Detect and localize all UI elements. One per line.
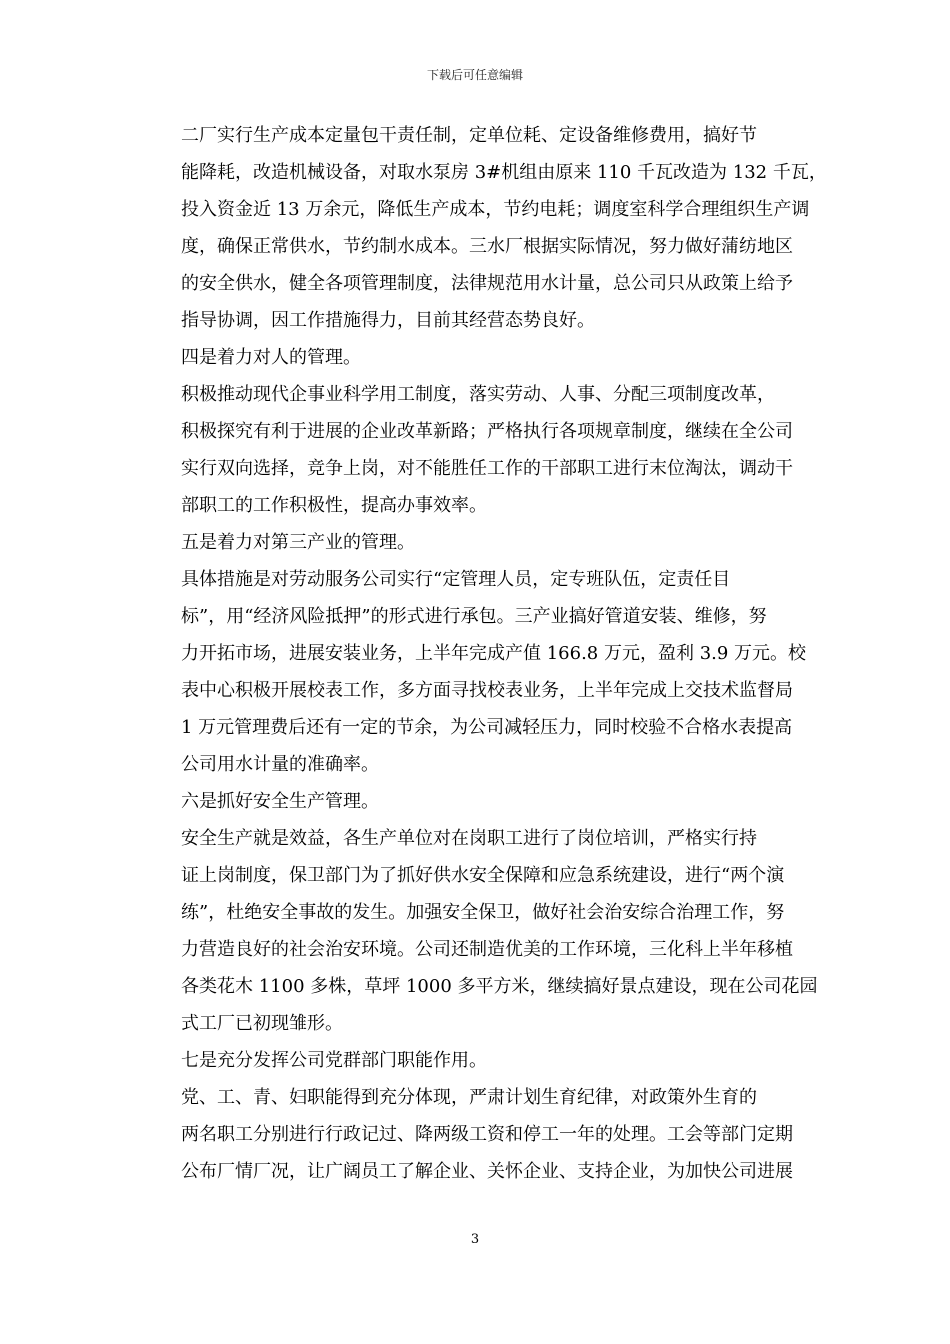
document-body <box>145 117 827 1190</box>
text-line: 力开拓市场，进展安装业务，上半年完成产值 166.8 万元，盈利 3.9 万元。校 <box>181 643 807 664</box>
text-line: 实行双向选择，竞争上岗，对不能胜任工作的干部职工进行末位淘汰，调动干 <box>181 458 793 479</box>
text-line: 各类花木 1100 多株，草坪 1000 多平方米，继续搞好景点建设，现在公司花园 <box>181 976 818 997</box>
paragraph-people-management <box>145 376 807 524</box>
text-line: 练”，杜绝安全事故的发生。加强安全保卫，做好社会治安综合治理工作，努 <box>181 902 785 923</box>
text-line: 投入资金近 13 万余元，降低生产成本，节约电耗；调度室科学合理组织生产调 <box>181 199 810 220</box>
section-heading-people-management <box>145 339 807 376</box>
text-line: 七是充分发挥公司党群部门职能作用。 <box>181 1050 487 1071</box>
text-line: 度，确保正常供水，节约制水成本。三水厂根据实际情况，努力做好蒲纺地区 <box>181 236 793 257</box>
paragraph-safety <box>145 820 818 1042</box>
text-line: 式工厂已初现雏形。 <box>181 1013 343 1034</box>
text-line: 六是抓好安全生产管理。 <box>181 791 379 812</box>
text-line: 标”，用“经济风险抵押”的形式进行承包。三产业搞好管道安装、维修，努 <box>181 606 767 627</box>
text-line: 具体措施是对劳动服务公司实行“定管理人员，定专班队伍，定责任目 <box>181 569 731 590</box>
text-line: 表中心积极开展校表工作，多方面寻找校表业务，上半年完成上交技术监督局 <box>181 680 793 701</box>
text-line: 五是着力对第三产业的管理。 <box>181 532 415 553</box>
text-line: 公司用水计量的准确率。 <box>181 754 379 775</box>
paragraph-party-departments <box>145 1079 807 1190</box>
text-line: 1 万元管理费后还有一定的节余，为公司减轻压力，同时校验不合格水表提高 <box>181 717 793 738</box>
text-line: 部职工的工作积极性，提高办事效率。 <box>181 495 487 516</box>
text-line: 两名职工分别进行行政记过、降两级工资和停工一年的处理。工会等部门定期 <box>181 1124 793 1145</box>
section-heading-party-departments <box>145 1042 807 1079</box>
paragraph-cost-control <box>145 117 827 339</box>
text-line: 证上岗制度，保卫部门为了抓好供水安全保障和应急系统建设，进行“两个演 <box>181 865 785 886</box>
text-line: 的安全供水，健全各项管理制度，法律规范用水计量，总公司只从政策上给予 <box>181 273 793 294</box>
text-line: 指导协调，因工作措施得力，目前其经营态势良好。 <box>181 310 595 331</box>
page-number: 3 <box>470 1232 480 1247</box>
text-line: 公布厂情厂况，让广阔员工了解企业、关怀企业、支持企业，为加快公司进展 <box>181 1161 793 1182</box>
text-line: 能降耗，改造机械设备，对取水泵房 3#机组由原来 110 千瓦改造为 132 千瓦， <box>181 162 827 183</box>
page-header: 下载后可任意编辑 <box>426 68 523 82</box>
section-heading-safety <box>145 783 807 820</box>
text-line: 四是着力对人的管理。 <box>181 347 361 368</box>
text-line: 积极探究有利于进展的企业改革新路；严格执行各项规章制度，继续在全公司 <box>181 421 793 442</box>
text-line: 力营造良好的社会治安环境。公司还制造优美的工作环境，三化科上半年移植 <box>181 939 793 960</box>
text-line: 党、工、青、妇职能得到充分体现，严肃计划生育纪律，对政策外生育的 <box>181 1087 757 1108</box>
section-heading-tertiary-industry <box>145 524 807 561</box>
text-line: 安全生产就是效益，各生产单位对在岗职工进行了岗位培训，严格实行持 <box>181 828 757 849</box>
paragraph-tertiary-industry <box>145 561 807 783</box>
text-line: 积极推动现代企事业科学用工制度，落实劳动、人事、分配三项制度改革， <box>181 384 775 405</box>
text-line: 二厂实行生产成本定量包干责任制，定单位耗、定设备维修费用，搞好节 <box>181 125 757 146</box>
